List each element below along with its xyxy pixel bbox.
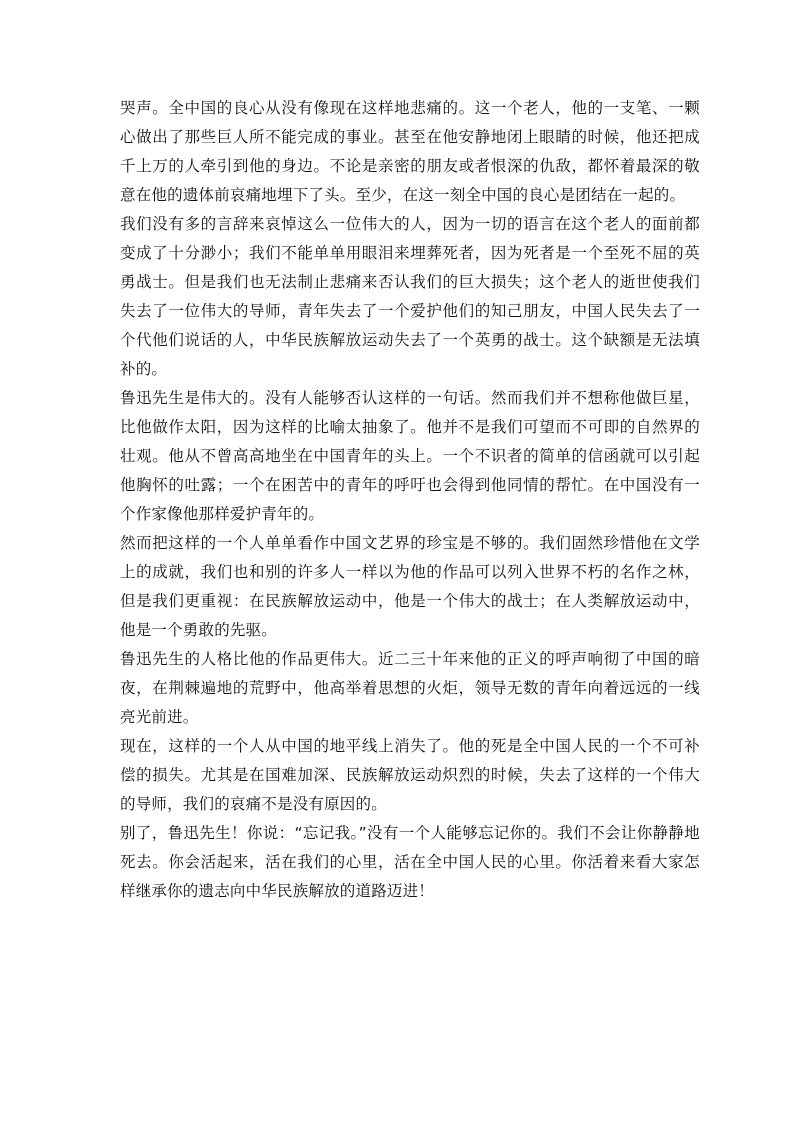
- paragraph: 我们没有多的言辞来哀悼这么一位伟大的人，因为一切的语言在这个老人的面前都变成了十分渺小；我们不能单单用眼泪来埋葬死者，因为死者是一个至死不屈的英勇战士。但是我们也无法制止悲痛来否认我们的巨大损失；这个老人的逝世使我们失去了一位伟大的导师，青年失去了一个爱护他们的知己朋友，中国人民失去了一个代他们说话的人，中华民族解放运动失去了一个英勇的战士。这个缺额是无法填补的。: [120, 215, 700, 378]
- document-body: [120, 94, 700, 906]
- paragraph: 然而把这样的一个人单单看作中国文艺界的珍宝是不够的。我们固然珍惜他在文学上的成就，我们也和别的许多人一样以为他的作品可以列入世界不朽的名作之林，但是我们更重视：在民族解放运动中，他是一个伟大的战士；在人类解放运动中，他是一个勇敢的先驱。: [120, 534, 700, 639]
- paragraph: 哭声。全中国的良心从没有像现在这样地悲痛的。这一个老人，他的一支笔、一颗心做出了那些巨人所不能完成的事业。甚至在他安静地闭上眼睛的时候，他还把成千上万的人牵引到他的身边。不论是亲密的朋友或者恨深的仇敌，都怀着最深的敬意在他的遗体前哀痛地埋下了头。至少，在这一刻全中国的良心是团结在一起的。: [120, 99, 700, 204]
- paragraph: 鲁迅先生的人格比他的作品更伟大。近二三十年来他的正义的呼声响彻了中国的暗夜，在荆棘遍地的荒野中，他高举着思想的火炬，领导无数的青年向着远远的一线亮光前进。: [120, 650, 700, 726]
- paragraph: 鲁迅先生是伟大的。没有人能够否认这样的一句话。然而我们并不想称他做巨星，比他做作太阳，因为这样的比喻太抽象了。他并不是我们可望而不可即的自然界的壮观。他从不曾高高地坐在中国青年的头上。一个不识者的简单的信函就可以引起他胸怀的吐露；一个在困苦中的青年的呼吁也会得到他同情的帮忙。在中国没有一个作家像他那样爱护青年的。: [120, 389, 700, 523]
- paragraph: 别了，鲁迅先生！你说：“忘记我。”没有一个人能够忘记你的。我们不会让你静静地死去。你会活起来，活在我们的心里，活在全中国人民的心里。你活着来看大家怎样继承你的遗志向中华民族解放的道路迈进！: [120, 824, 700, 900]
- paragraph: 现在，这样的一个人从中国的地平线上消失了。他的死是全中国人民的一个不可补偿的损失。尤其是在国难加深、民族解放运动炽烈的时候，失去了这样的一个伟大的导师，我们的哀痛不是没有原因的。: [120, 737, 700, 813]
